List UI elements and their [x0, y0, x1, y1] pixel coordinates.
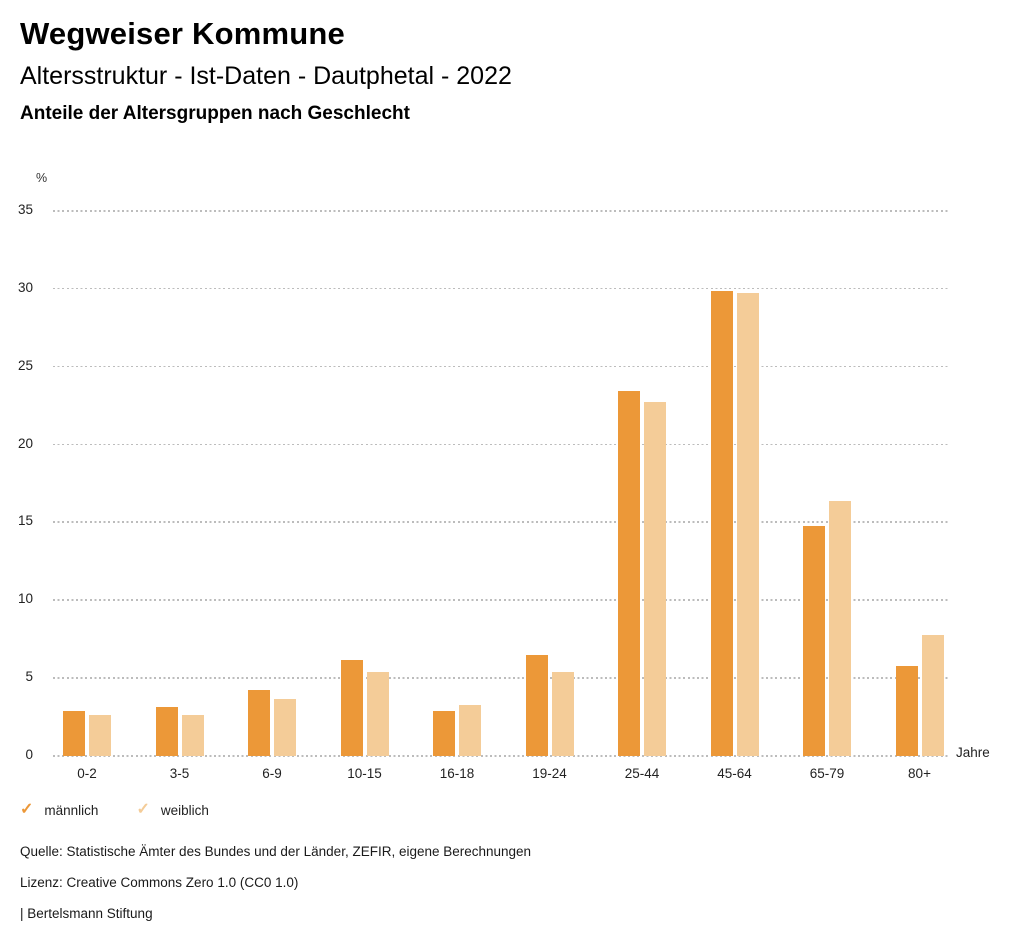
- y-tick-35: 35: [17, 202, 33, 217]
- bar-maennlich-6-9[interactable]: [248, 690, 270, 757]
- x-tick-25-44: 25-44: [624, 766, 660, 781]
- check-icon: ✓: [20, 801, 34, 818]
- x-tick-65-79: 65-79: [809, 766, 845, 781]
- y-tick-0: 0: [25, 747, 33, 762]
- chart-title: Altersstruktur - Ist-Daten - Dautphetal - 2022: [20, 62, 512, 90]
- bar-maennlich-10-15[interactable]: [341, 660, 363, 756]
- x-tick-16-18: 16-18: [439, 766, 475, 781]
- gridline-20: [53, 444, 950, 446]
- x-tick-19-24: 19-24: [532, 766, 567, 781]
- bar-maennlich-16-18[interactable]: [433, 711, 455, 756]
- x-tick-45-64: 45-64: [717, 766, 752, 781]
- x-axis-unit-label: Jahre: [956, 745, 990, 760]
- gridline-25: [53, 366, 950, 368]
- bar-weiblich-6-9[interactable]: [274, 699, 296, 757]
- x-tick-80+: 80+: [908, 766, 931, 781]
- legend-item-weiblich[interactable]: [136, 801, 208, 819]
- gridline-15: [53, 521, 950, 523]
- bar-weiblich-80+[interactable]: [922, 635, 944, 756]
- attribution-note: | Bertelsmann Stiftung: [20, 906, 153, 921]
- bar-maennlich-19-24[interactable]: [526, 655, 548, 756]
- y-tick-30: 30: [17, 279, 33, 295]
- y-tick-10: 10: [17, 591, 33, 607]
- bar-weiblich-0-2[interactable]: [89, 715, 111, 757]
- legend-label: männlich: [44, 802, 99, 818]
- app-title: Wegweiser Kommune: [20, 16, 345, 51]
- license-note: Lizenz: Creative Commons Zero 1.0 (CC0 1.0): [20, 875, 299, 890]
- source-note: Quelle: Statistische Ämter des Bundes und der Länder, ZEFIR, eigene Berechnungen: [20, 844, 532, 859]
- bar-maennlich-65-79[interactable]: [803, 526, 825, 756]
- bar-weiblich-65-79[interactable]: [829, 501, 851, 756]
- y-tick-5: 5: [25, 669, 33, 685]
- y-tick-15: 15: [17, 513, 33, 529]
- bar-weiblich-45-64[interactable]: [737, 293, 759, 757]
- x-tick-0-2: 0-2: [77, 766, 97, 781]
- bar-weiblich-10-15[interactable]: [367, 672, 389, 756]
- bar-maennlich-0-2[interactable]: [63, 711, 85, 756]
- y-tick-20: 20: [17, 435, 33, 451]
- bar-weiblich-19-24[interactable]: [552, 672, 574, 756]
- bar-weiblich-16-18[interactable]: [459, 705, 481, 756]
- bar-maennlich-80+[interactable]: [896, 666, 918, 756]
- y-axis-unit-label: %: [36, 171, 48, 185]
- bar-weiblich-3-5[interactable]: [182, 715, 204, 757]
- bar-maennlich-3-5[interactable]: [156, 707, 178, 757]
- x-tick-3-5: 3-5: [169, 766, 190, 781]
- legend-item-maennlich[interactable]: [20, 801, 98, 819]
- gridline-35: [53, 210, 950, 212]
- bar-maennlich-45-64[interactable]: [711, 291, 733, 757]
- chart-legend: [20, 801, 209, 819]
- gridline-30: [53, 288, 950, 290]
- check-icon: ✓: [136, 801, 150, 818]
- bar-maennlich-25-44[interactable]: [618, 391, 640, 757]
- chart-subtitle: Anteile der Altersgruppen nach Geschlecht: [20, 103, 410, 124]
- bar-weiblich-25-44[interactable]: [644, 402, 666, 757]
- x-tick-10-15: 10-15: [347, 766, 382, 781]
- legend-label: weiblich: [160, 802, 209, 818]
- y-tick-25: 25: [17, 357, 33, 373]
- x-tick-6-9: 6-9: [262, 766, 282, 781]
